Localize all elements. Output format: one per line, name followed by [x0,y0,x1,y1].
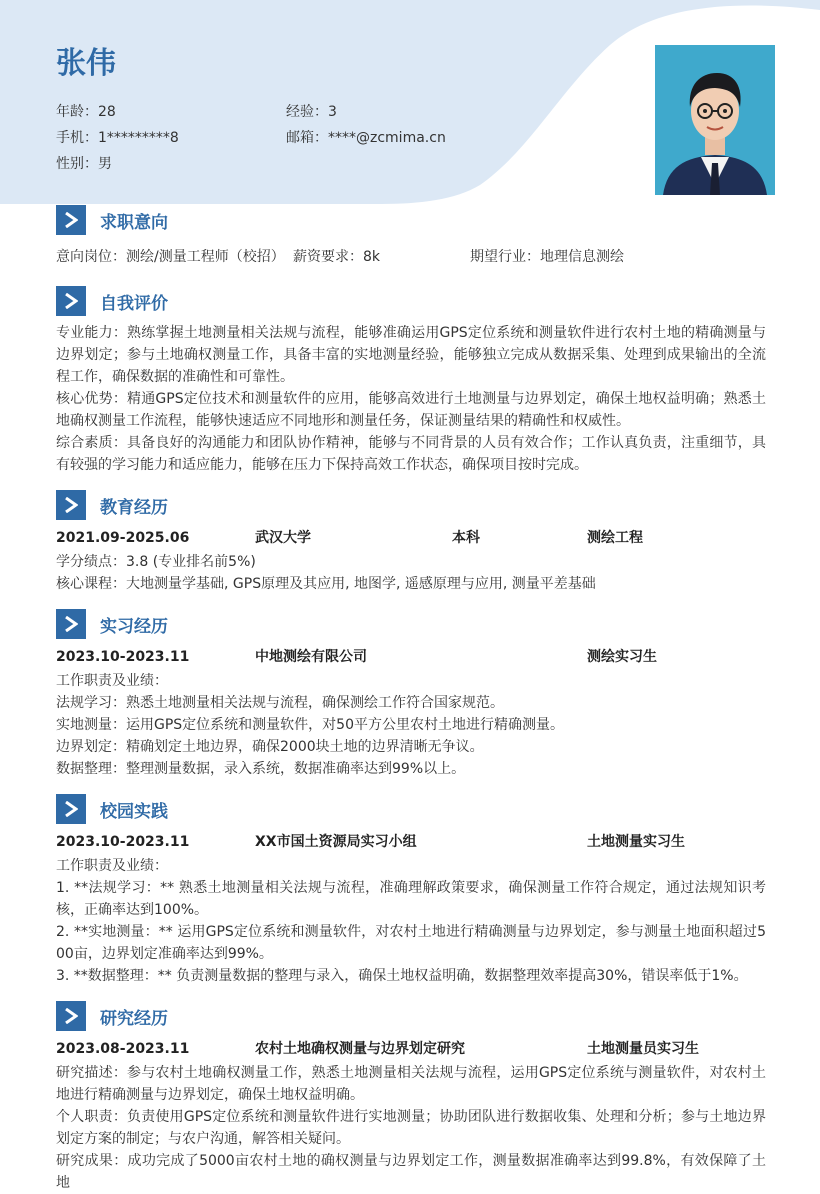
internship-line: 法规学习：熟悉土地测量相关法规与流程，确保测绘工作符合国家规范。 [56,695,504,711]
internship-period: 2023.10-2023.11 [56,649,190,665]
section-title: 自我评价 [100,293,168,314]
section-title: 实习经历 [100,616,168,637]
internship-row [56,646,766,668]
section-header-intent [56,205,168,235]
experience-field: 经验：3 [286,104,337,120]
internship-line: 工作职责及业绩： [56,673,168,689]
education-period: 2021.09-2025.06 [56,530,190,546]
internship-line: 数据整理：整理测量数据，录入系统，数据准确率达到99%以上。 [56,761,466,777]
gender-value: 男 [98,156,112,172]
campus-item: 3. **数据整理：** 负责测量数据的整理与录入，确保土地权益明确，数据整理效率提高30%，错误率低于1%。 [56,968,748,984]
campus-org: XX市国土资源局实习小组 [255,834,417,850]
campus-item: 1. **法规学习：** 熟悉土地测量相关法规与流程，准确理解政策要求，确保测量工作符合规定，通过法规知识考核，正确率达到100%。 [56,880,766,918]
chevron-right-icon [56,286,86,316]
email-value: ****@zcmima.cn [328,130,446,146]
self-eval-professional: 专业能力：熟练掌握土地测量相关法规与流程，能够准确运用GPS定位系统和测量软件进行农村土地的精确测量与边界划定；参与土地确权测量工作，具备丰富的实地测量经验，能够独立完成从数据采集、处理到成果输出的全流程工作，确保数据的准确性和可靠性。 [56,325,766,385]
education-degree: 本科 [452,530,480,546]
profile-photo [655,45,775,195]
self-eval-advantage: 核心优势：精通GPS定位技术和测量软件的应用，能够高效进行土地测量与边界划定，确保土地权益明确；熟悉土地确权测量工作流程，能够快速适应不同地形和测量任务，保证测量结果的精确性和权威性。 [56,391,766,429]
phone-value: 1*********8 [98,130,179,146]
chevron-right-icon [56,609,86,639]
research-description: 研究描述：参与农村土地确权测量工作，熟悉土地测量相关法规与流程，运用GPS定位系统与测量软件，对农村土地进行精确测量与边界划定，确保土地权益明确。 [56,1065,766,1103]
education-courses: 核心课程：大地测量学基础, GPS原理及其应用, 地图学, 遥感原理与应用, 测量平差基础 [56,576,596,592]
section-title: 教育经历 [100,497,168,518]
intent-salary: 薪资要求：8k [293,249,381,265]
internship-role: 测绘实习生 [587,649,657,665]
chevron-right-icon [56,794,86,824]
section-title: 校园实践 [100,801,168,822]
campus-intro: 工作职责及业绩： [56,858,168,874]
section-title: 研究经历 [100,1008,168,1029]
intent-position: 意向岗位：测绘/测量工程师（校招） [56,249,285,265]
section-header-internship [56,609,168,639]
campus-row [56,831,766,853]
section-header-research [56,1001,168,1031]
internship-line: 边界划定：精确划定土地边界，确保2000块土地的边界清晰无争议。 [56,739,484,755]
research-duty: 个人职责：负责使用GPS定位系统和测量软件进行实地测量；协助团队进行数据收集、处理和分析；参与土地边界划定方案的制定；与农户沟通，解答相关疑问。 [56,1109,766,1147]
research-row [56,1038,766,1060]
phone-field: 手机：1*********8 [56,130,179,146]
section-header-education [56,490,168,520]
research-period: 2023.08-2023.11 [56,1041,190,1057]
education-gpa: 学分绩点：3.8 (专业排名前5%) [56,554,256,570]
education-row [56,527,766,549]
section-title: 求职意向 [100,212,168,233]
internship-line: 实地测量：运用GPS定位系统和测量软件，对50平方公里农村土地进行精确测量。 [56,717,564,733]
chevron-right-icon [56,1001,86,1031]
candidate-name: 张伟 [56,46,116,81]
email-field[interactable]: 邮箱：****@zcmima.cn [286,130,446,146]
campus-item: 2. **实地测量：** 运用GPS定位系统和测量软件，对农村土地进行精确测量与边界划定，参与测量土地面积超过500亩，边界划定准确率达到99%。 [56,924,766,962]
gender-field: 性别：男 [56,156,112,172]
research-project: 农村土地确权测量与边界划定研究 [255,1041,465,1057]
self-eval-quality: 综合素质：具备良好的沟通能力和团队协作精神，能够与不同背景的人员有效合作；工作认真负责，注重细节，具有较强的学习能力和适应能力，能够在压力下保持高效工作状态，确保项目按时完成。 [56,435,766,473]
section-header-self-eval [56,286,168,316]
section-header-campus [56,794,168,824]
research-result: 研究成果：成功完成了5000亩农村土地的确权测量与边界划定工作，测量数据准确率达到99.8%，有效保障了土地 [56,1153,766,1191]
research-role: 土地测量员实习生 [587,1041,699,1057]
age-field: 年龄：28 [56,104,116,120]
education-school: 武汉大学 [255,530,311,546]
campus-period: 2023.10-2023.11 [56,834,190,850]
chevron-right-icon [56,490,86,520]
education-major: 测绘工程 [587,530,643,546]
age-value: 28 [98,104,116,120]
chevron-right-icon [56,205,86,235]
campus-role: 土地测量实习生 [587,834,685,850]
internship-company: 中地测绘有限公司 [255,649,367,665]
experience-value: 3 [328,104,337,120]
intent-industry: 期望行业：地理信息测绘 [470,249,624,265]
